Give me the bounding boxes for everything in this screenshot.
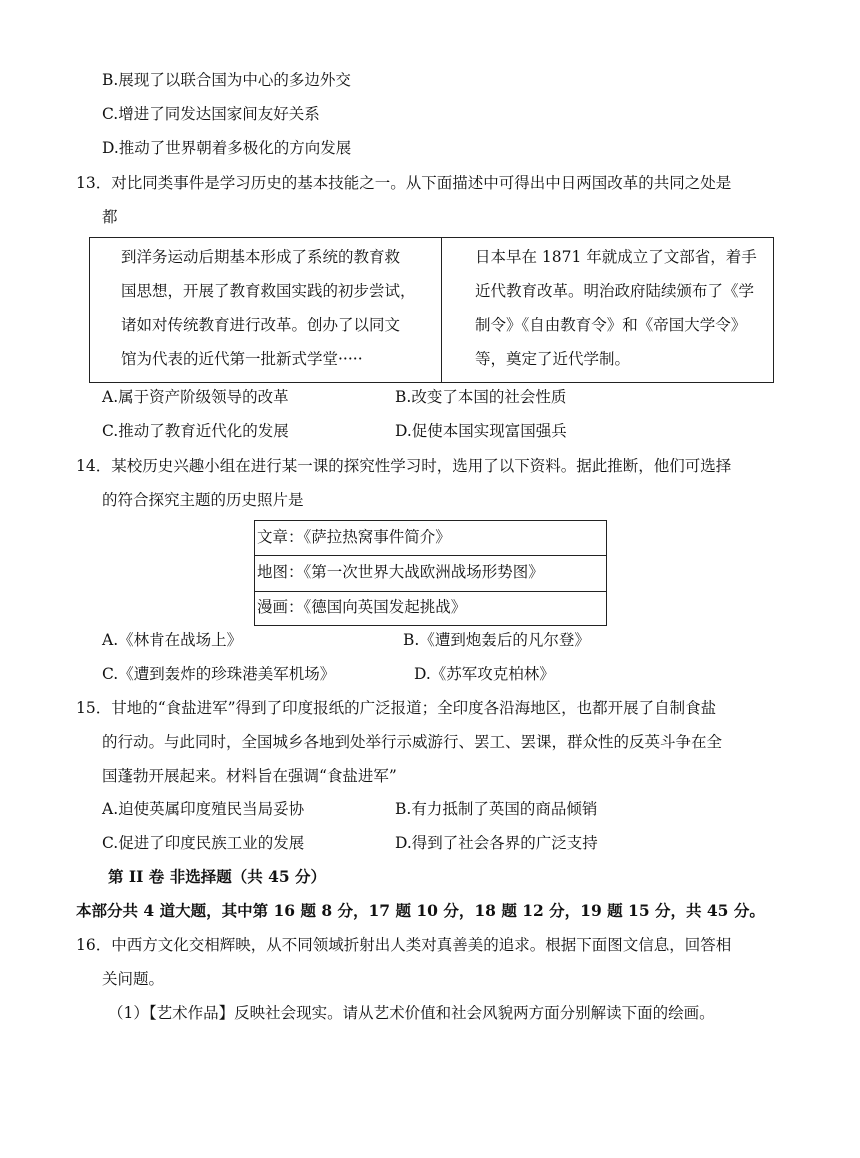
q13-left-line1: 到洋务运动后期基本形成了系统的教育救: [121, 248, 401, 266]
q13-right-line3: 制令》《自由教育令》和《帝国大学令》: [475, 316, 747, 334]
q13-option-c: C.推动了教育近代化的发展: [102, 422, 289, 440]
q13-right-line1: 日本早在 1871 年就成立了文部省，着手: [475, 248, 757, 266]
q13-right-line2: 近代教育改革。明治政府陆续颁布了《学: [475, 282, 755, 300]
q14-row-article: 文章：《萨拉热窝事件简介》: [257, 528, 451, 546]
section2-intro: 本部分共 4 道大题，其中第 16 题 8 分，17 题 10 分，18 题 12 分，19 题 15 分，共 45 分。: [76, 901, 765, 920]
q12-option-c: C.增进了同发达国家间友好关系: [102, 105, 320, 123]
q13-stem-line1: 13．对比同类事件是学习历史的基本技能之一。从下面描述中可得出中日两国改革的共同之处是: [76, 174, 732, 192]
q14-option-a: A.《林肯在战场上》: [102, 631, 243, 649]
q13-right-line4: 等，奠定了近代学制。: [475, 350, 631, 368]
q12-option-b: B.展现了以联合国为中心的多边外交: [102, 71, 351, 89]
q15-stem-line3: 国蓬勃开展起来。材料旨在强调“食盐进军”: [102, 767, 397, 785]
q12-option-d: D.推动了世界朝着多极化的方向发展: [102, 139, 352, 157]
q13-option-a: A.属于资产阶级领导的改革: [102, 388, 289, 406]
q14-stem-line1: 14．某校历史兴趣小组在进行某一课的探究性学习时，选用了以下资料。据此推断，他们可选择: [76, 457, 732, 475]
q14-stem-line2: 的符合探究主题的历史照片是: [102, 491, 304, 509]
q14-option-b: B.《遭到炮轰后的凡尔登》: [403, 631, 590, 649]
q16-stem-line1: 16．中西方文化交相辉映，从不同领域折射出人类对真善美的追求。根据下面图文信息，回答相: [76, 936, 732, 954]
q15-option-a: A.迫使英属印度殖民当局妥协: [102, 800, 305, 818]
q13-left-line4: 馆为代表的近代第一批新式学堂·····: [121, 350, 363, 368]
q14-option-d: D.《苏军攻克柏林》: [414, 665, 555, 683]
q15-stem-line1: 15．甘地的“食盐进军”得到了印度报纸的广泛报道；全印度各沿海地区，也都开展了自制食盐: [76, 699, 717, 717]
q13-option-b: B.改变了本国的社会性质: [395, 388, 567, 406]
q13-left-line2: 国思想，开展了教育救国实践的初步尝试，: [121, 282, 416, 300]
q16-stem-line2: 关问题。: [102, 970, 165, 988]
q14-materials-table: [254, 520, 607, 626]
q15-option-d: D.得到了社会各界的广泛支持: [395, 834, 598, 852]
q14-row-divider-1: [255, 555, 606, 556]
q13-comparison-table: [89, 237, 774, 383]
q13-left-line3: 诸如对传统教育进行改革。创办了以同文: [121, 316, 401, 334]
q13-table-divider: [441, 238, 442, 382]
q13-option-d: D.促使本国实现富国强兵: [395, 422, 567, 440]
q15-stem-line2: 的行动。与此同时，全国城乡各地到处举行示威游行、罢工、罢课，群众性的反英斗争在全: [102, 733, 723, 751]
q14-row-map: 地图：《第一次世界大战欧洲战场形势图》: [257, 563, 544, 581]
q13-stem-line2: 都: [102, 208, 118, 226]
q15-option-b: B.有力抵制了英国的商品倾销: [395, 800, 598, 818]
q14-option-c: C.《遭到轰炸的珍珠港美军机场》: [102, 665, 336, 683]
q16-sub-question-1: （1）【艺术作品】反映社会现实。请从艺术价值和社会风貌两方面分别解读下面的绘画。: [108, 1004, 715, 1022]
section2-title: 第 II 卷 非选择题（共 45 分）: [108, 867, 327, 886]
q15-option-c: C.促进了印度民族工业的发展: [102, 834, 305, 852]
q14-row-cartoon: 漫画：《德国向英国发起挑战》: [257, 598, 467, 616]
q14-row-divider-2: [255, 591, 606, 592]
